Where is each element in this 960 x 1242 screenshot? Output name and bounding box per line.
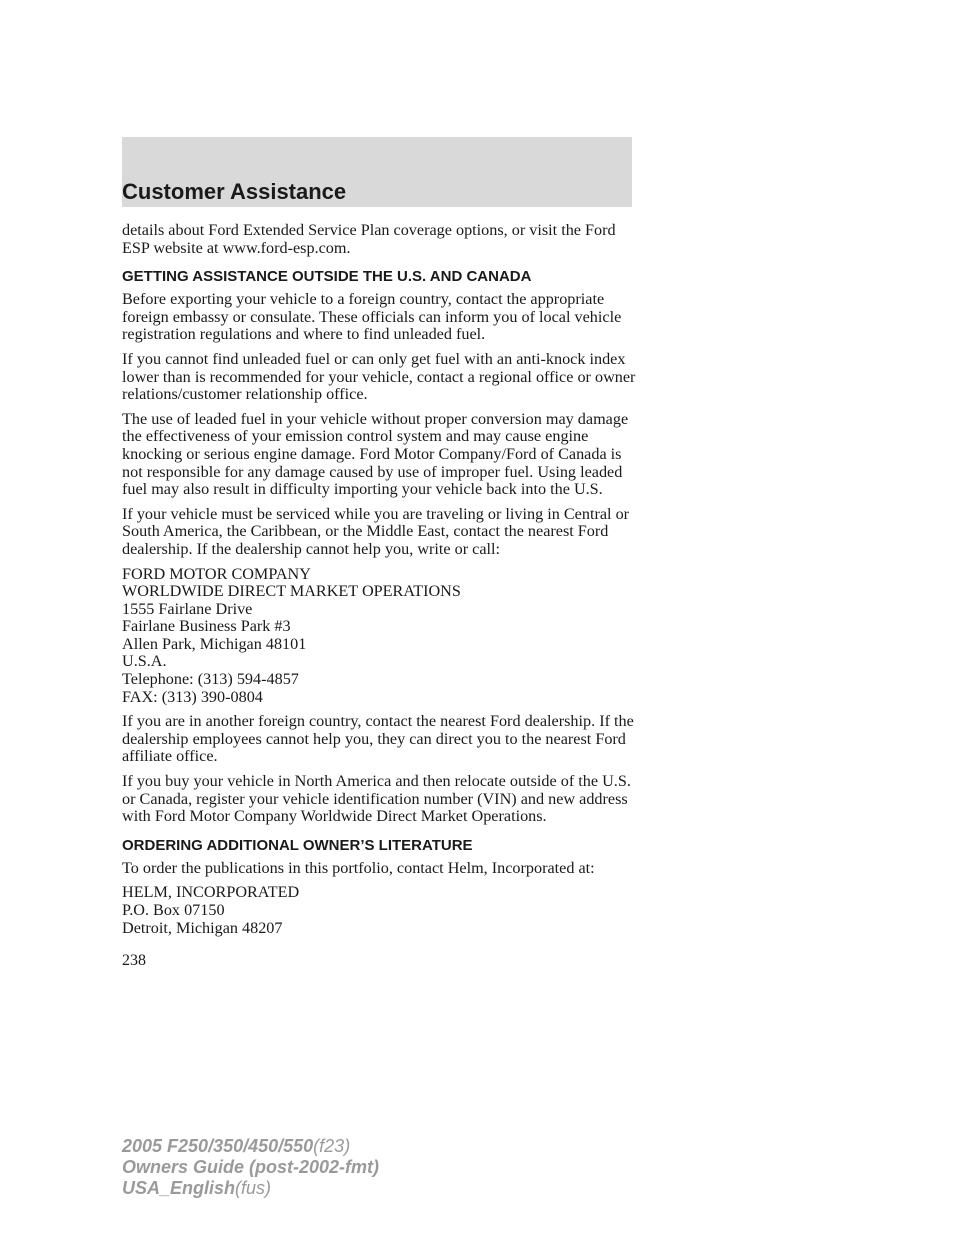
helm-address-block [122, 884, 642, 937]
paragraph: If you buy your vehicle in North America and then relocate outside of the U.S. or Canada, register your vehicle identification number (VIN) and new address with Ford Motor Company Worldwide Direct Market Operations. [122, 772, 631, 826]
address-line: Telephone: (313) 594-4857 [122, 670, 299, 689]
page-number: 238 [122, 952, 146, 970]
address-line: FAX: (313) 390-0804 [122, 687, 263, 706]
footer-language-code: (fus) [235, 1178, 272, 1198]
footer-guide: Owners Guide (post-2002-fmt) [122, 1157, 380, 1177]
document-footer [122, 1136, 379, 1199]
footer-model-code: (f23) [313, 1136, 351, 1156]
address-line: P.O. Box 07150 [122, 901, 225, 919]
paragraph: If you cannot find unleaded fuel or can only get fuel with an anti-knock index lower than is recommended for your vehicle, contact a regional office or owner relations/customer relationship office. [122, 349, 636, 404]
page-content [122, 222, 642, 970]
paragraph: If your vehicle must be serviced while you are traveling or living in Central or South America, the Caribbean, or the Middle East, contact the nearest Ford dealership. If the dealership cannot help you, write or call: [122, 504, 630, 558]
footer-model: 2005 F250/350/450/550 [122, 1136, 314, 1156]
paragraph: Before exporting your vehicle to a foreign country, contact the appropriate foreign embassy or consulate. These officials can inform you of local vehicle registration regulations and where to find unleaded fuel. [122, 290, 622, 344]
address-line: WORLDWIDE DIRECT MARKET OPERATIONS [122, 582, 461, 601]
section-heading-literature: ORDERING ADDITIONAL OWNER’S LITERATURE [122, 836, 473, 854]
ford-address-block [122, 566, 642, 707]
section-heading-outside-us: GETTING ASSISTANCE OUTSIDE THE U.S. AND CANADA [122, 268, 532, 286]
address-line: 1555 Fairlane Drive [122, 599, 253, 618]
address-line: Fairlane Business Park #3 [122, 617, 291, 636]
section-title: Customer Assistance [122, 179, 347, 204]
paragraph: If you are in another foreign country, contact the nearest Ford dealership. If the dealership employees cannot help you, they can direct you to the nearest Ford affiliate office. [122, 712, 634, 766]
address-line: FORD MOTOR COMPANY [122, 564, 311, 583]
intro-paragraph: details about Ford Extended Service Plan coverage options, or visit the Ford ESP website at www.ford-esp.com. [122, 221, 616, 257]
paragraph: To order the publications in this portfolio, contact Helm, Incorporated at: [122, 858, 595, 877]
footer-language: USA_English [122, 1178, 236, 1198]
address-line: Allen Park, Michigan 48101 [122, 634, 307, 653]
address-line: U.S.A. [122, 652, 167, 671]
address-line: Detroit, Michigan 48207 [122, 918, 283, 937]
paragraph: The use of leaded fuel in your vehicle without proper conversion may damage the effectiveness of your emission control system and may cause engine knocking or serious engine damage. Ford Motor Company/Ford of Canada is not responsible for any damage caused by use of improper fuel. Using leaded fuel may also result in difficulty importing your vehicle back into the U.S. [122, 409, 629, 499]
address-line: HELM, INCORPORATED [122, 883, 300, 902]
